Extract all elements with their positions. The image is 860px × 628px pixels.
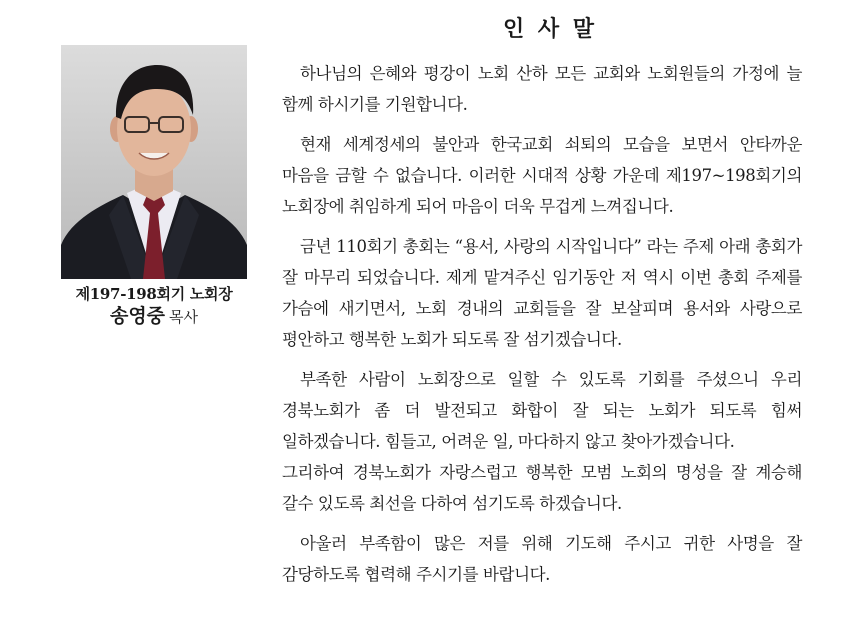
paragraph: 부족한 사람이 노회장으로 일할 수 있도록 기회를 주셨으니 우리 경북노회가 좀 더 발전되고 화합이 잘 되는 노회가 되도록 힘써 일하겠습니다. 힘들고, 어려운 일, 마다하지 않고 찾아가겠습니다.	[282, 370, 802, 451]
paragraph: 금년 110회기 총회는 “용서, 사랑의 시작입니다” 라는 주제 아래 총회가 잘 마무리 되었습니다. 제게 맡겨주신 임기동안 저 역시 이번 총회 주제를 가슴에 새기면서, 노회 경내의 교회들을 잘 보살피며 용서와 사랑으로 평안하고 행복한 노회가 되도록 잘 섬기겠습니다.	[282, 237, 802, 349]
paragraph: 하나님의 은혜와 평강이 노회 산하 모든 교회와 노회원들의 가정에 늘 함께 하시기를 기원합니다.	[282, 64, 802, 114]
paragraph: 그리하여 경북노회가 자랑스럽고 행복한 모범 노회의 명성을 잘 계승해 갈수 있도록 최선을 다하여 섬기도록 하겠습니다.	[282, 463, 802, 513]
page-title: 인 사 말	[502, 16, 598, 42]
name-line	[40, 304, 268, 329]
person-role: 목사	[169, 308, 199, 326]
portrait-photo	[61, 45, 247, 279]
portrait-illustration	[61, 45, 247, 279]
term-label: 제197-198회기 노회장	[75, 285, 233, 303]
paragraph: 아울러 부족함이 많은 저를 위해 기도해 주시고 귀한 사명을 잘 감당하도록 협력해 주시기를 바랍니다.	[282, 534, 802, 584]
photo-caption	[40, 284, 268, 329]
greeting-body	[282, 58, 802, 599]
paragraph: 현재 세계정세의 불안과 한국교회 쇠퇴의 모습을 보면서 안타까운 마음을 금할 수 없습니다. 이러한 시대적 상황 가운데 제197~198회기의 노회장에 취임하게 되어 마음이 더욱 무겁게 느껴집니다.	[282, 135, 802, 216]
person-name: 송영중	[109, 305, 166, 327]
